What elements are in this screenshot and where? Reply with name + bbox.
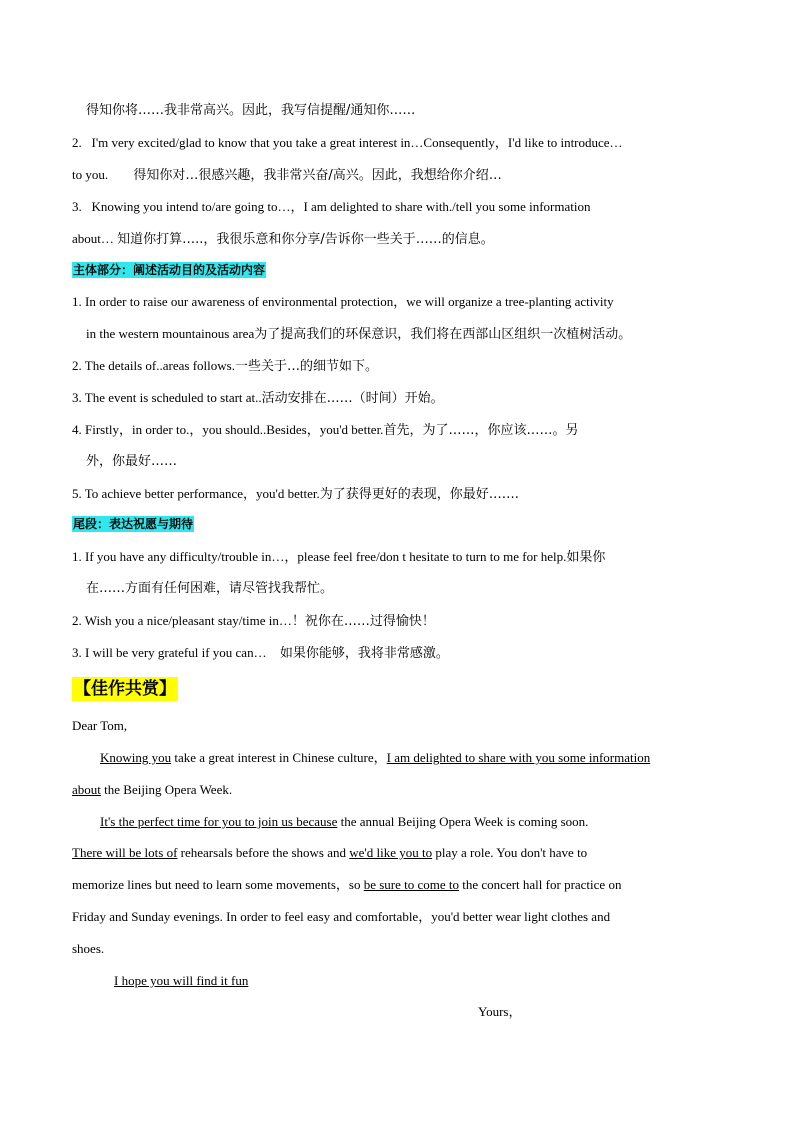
item-text-zh: 活动安排在……（时间）开始。 [261, 391, 444, 406]
item-number: 5. [72, 486, 82, 501]
item-number: 2. [72, 358, 82, 373]
key-phrase: I am delighted to share with you some information [386, 750, 651, 765]
body-item-4 [72, 421, 578, 440]
item-cont-en: in the western mountainous area [86, 326, 255, 341]
letter-p2-line4: Friday and Sunday evenings. In order to feel easy and comfortable，you'd better wear light clothes and [72, 909, 611, 924]
sample-section-title: 【佳作共赏】 [74, 679, 176, 699]
letter-p2-line1 [100, 813, 588, 831]
item-cont-en: about… [72, 231, 114, 246]
letter-p2-line2 [72, 844, 587, 862]
key-phrase: It's the perfect time for you to join us because [100, 814, 338, 829]
item-text-en: To achieve better performance，you'd better. [84, 486, 320, 501]
key-phrase: be sure to come to [363, 877, 460, 892]
item-number: 3. [72, 199, 82, 214]
item-cont-zh: 得知你对…很感兴趣，我非常兴奋/高兴。因此，我想给你介绍… [133, 168, 502, 183]
key-phrase: Knowing you [100, 750, 172, 765]
key-phrase: we'd like you to [349, 845, 433, 860]
letter-text: the concert hall for practice on [459, 877, 622, 892]
item-number: 1. [72, 549, 82, 564]
letter-p3: I hope you will find it fun [114, 973, 249, 988]
letter-text: play a role. You don't have to [432, 845, 588, 860]
item-text-en: If you have any difficulty/trouble in…，please feel free/don t hesitate to turn to me for help. [85, 549, 567, 564]
item-number: 4. [72, 422, 82, 437]
key-phrase: There will be lots of [72, 845, 178, 860]
item-number: 2. [72, 613, 82, 628]
ending-item-3 [72, 644, 449, 663]
item-text-zh: 首先，为了……，你应该……。另 [383, 423, 579, 438]
letter-greeting: Dear Tom, [72, 718, 128, 733]
item-text-en: Firstly，in order to.，you should..Besides，you'd better. [85, 422, 384, 437]
letter-p1-line1 [100, 749, 650, 767]
body-item-3 [72, 389, 444, 408]
item-number: 2. [72, 135, 82, 150]
body-item-4-cont: 外，你最好…… [86, 454, 178, 469]
body-item-5 [72, 485, 519, 504]
ending-item-1-cont: 在……方面有任何困难，请尽管找我帮忙。 [86, 581, 334, 596]
body-item-1 [72, 293, 614, 311]
item-cont-en: to you. [72, 167, 109, 182]
opening-item-2-cont [72, 166, 502, 185]
item-text-zh: 如果你 [566, 550, 606, 565]
item-number: 3. [72, 645, 82, 660]
item-text-zh: 如果你能够，我将非常感激。 [279, 646, 449, 661]
item-text-zh: 一些关于…的细节如下。 [234, 359, 378, 374]
body-item-1-cont [86, 325, 631, 344]
item-text-en: Wish you a nice/pleasant stay/time in…！ [84, 613, 305, 628]
body-section-heading: 主体部分：阐述活动目的及活动内容 [73, 263, 266, 277]
letter-text: the annual Beijing Opera Week is coming soon. [337, 814, 589, 829]
letter-text: memorize lines but need to learn some movements，so [72, 877, 364, 892]
opening-item-3 [72, 198, 590, 216]
key-phrase: about [72, 782, 101, 797]
item-text-en: The details of..areas follows. [84, 358, 235, 373]
intro-tail-text: 得知你将……我非常高兴。因此，我写信提醒/通知你…… [86, 103, 416, 118]
item-cont-zh: 为了提高我们的环保意识，我们将在西部山区组织一次植树活动。 [254, 327, 632, 342]
ending-section-heading: 尾段：表达祝愿与期待 [73, 517, 194, 531]
item-number: 1. [72, 294, 82, 309]
letter-text: the Beijing Opera Week. [100, 782, 233, 797]
body-item-2 [72, 357, 378, 376]
letter-p2-line5: shoes. [72, 941, 105, 956]
letter-p2-line3 [72, 876, 621, 894]
letter-text: rehearsals before the shows and [177, 845, 350, 860]
item-text-en: I will be very grateful if you can… [85, 645, 267, 660]
item-cont-zh: 知道你打算…..，我很乐意和你分享/告诉你一些关于……的信息。 [117, 232, 494, 247]
opening-item-2 [72, 134, 623, 152]
item-text-en: In order to raise our awareness of environmental protection，we will organize a tree-planting activity [85, 294, 614, 309]
letter-text: take a great interest in Chinese culture， [171, 750, 387, 765]
item-text-en: I'm very excited/glad to know that you take a great interest in…Consequently，I'd like to introduce… [91, 135, 623, 150]
item-number: 3. [72, 390, 82, 405]
opening-item-3-cont [72, 230, 494, 249]
ending-item-1 [72, 548, 605, 567]
item-text-en: Knowing you intend to/are going to…，I am delighted to share with./tell you some information [91, 199, 591, 214]
item-text-en: The event is scheduled to start at.. [84, 390, 262, 405]
ending-item-2 [72, 612, 435, 631]
item-text-zh: 祝你在……过得愉快！ [304, 614, 435, 629]
letter-p1-line2 [72, 781, 232, 799]
letter-closing: Yours， [478, 1004, 522, 1019]
item-text-zh: 为了获得更好的表现，你最好……. [319, 487, 519, 502]
